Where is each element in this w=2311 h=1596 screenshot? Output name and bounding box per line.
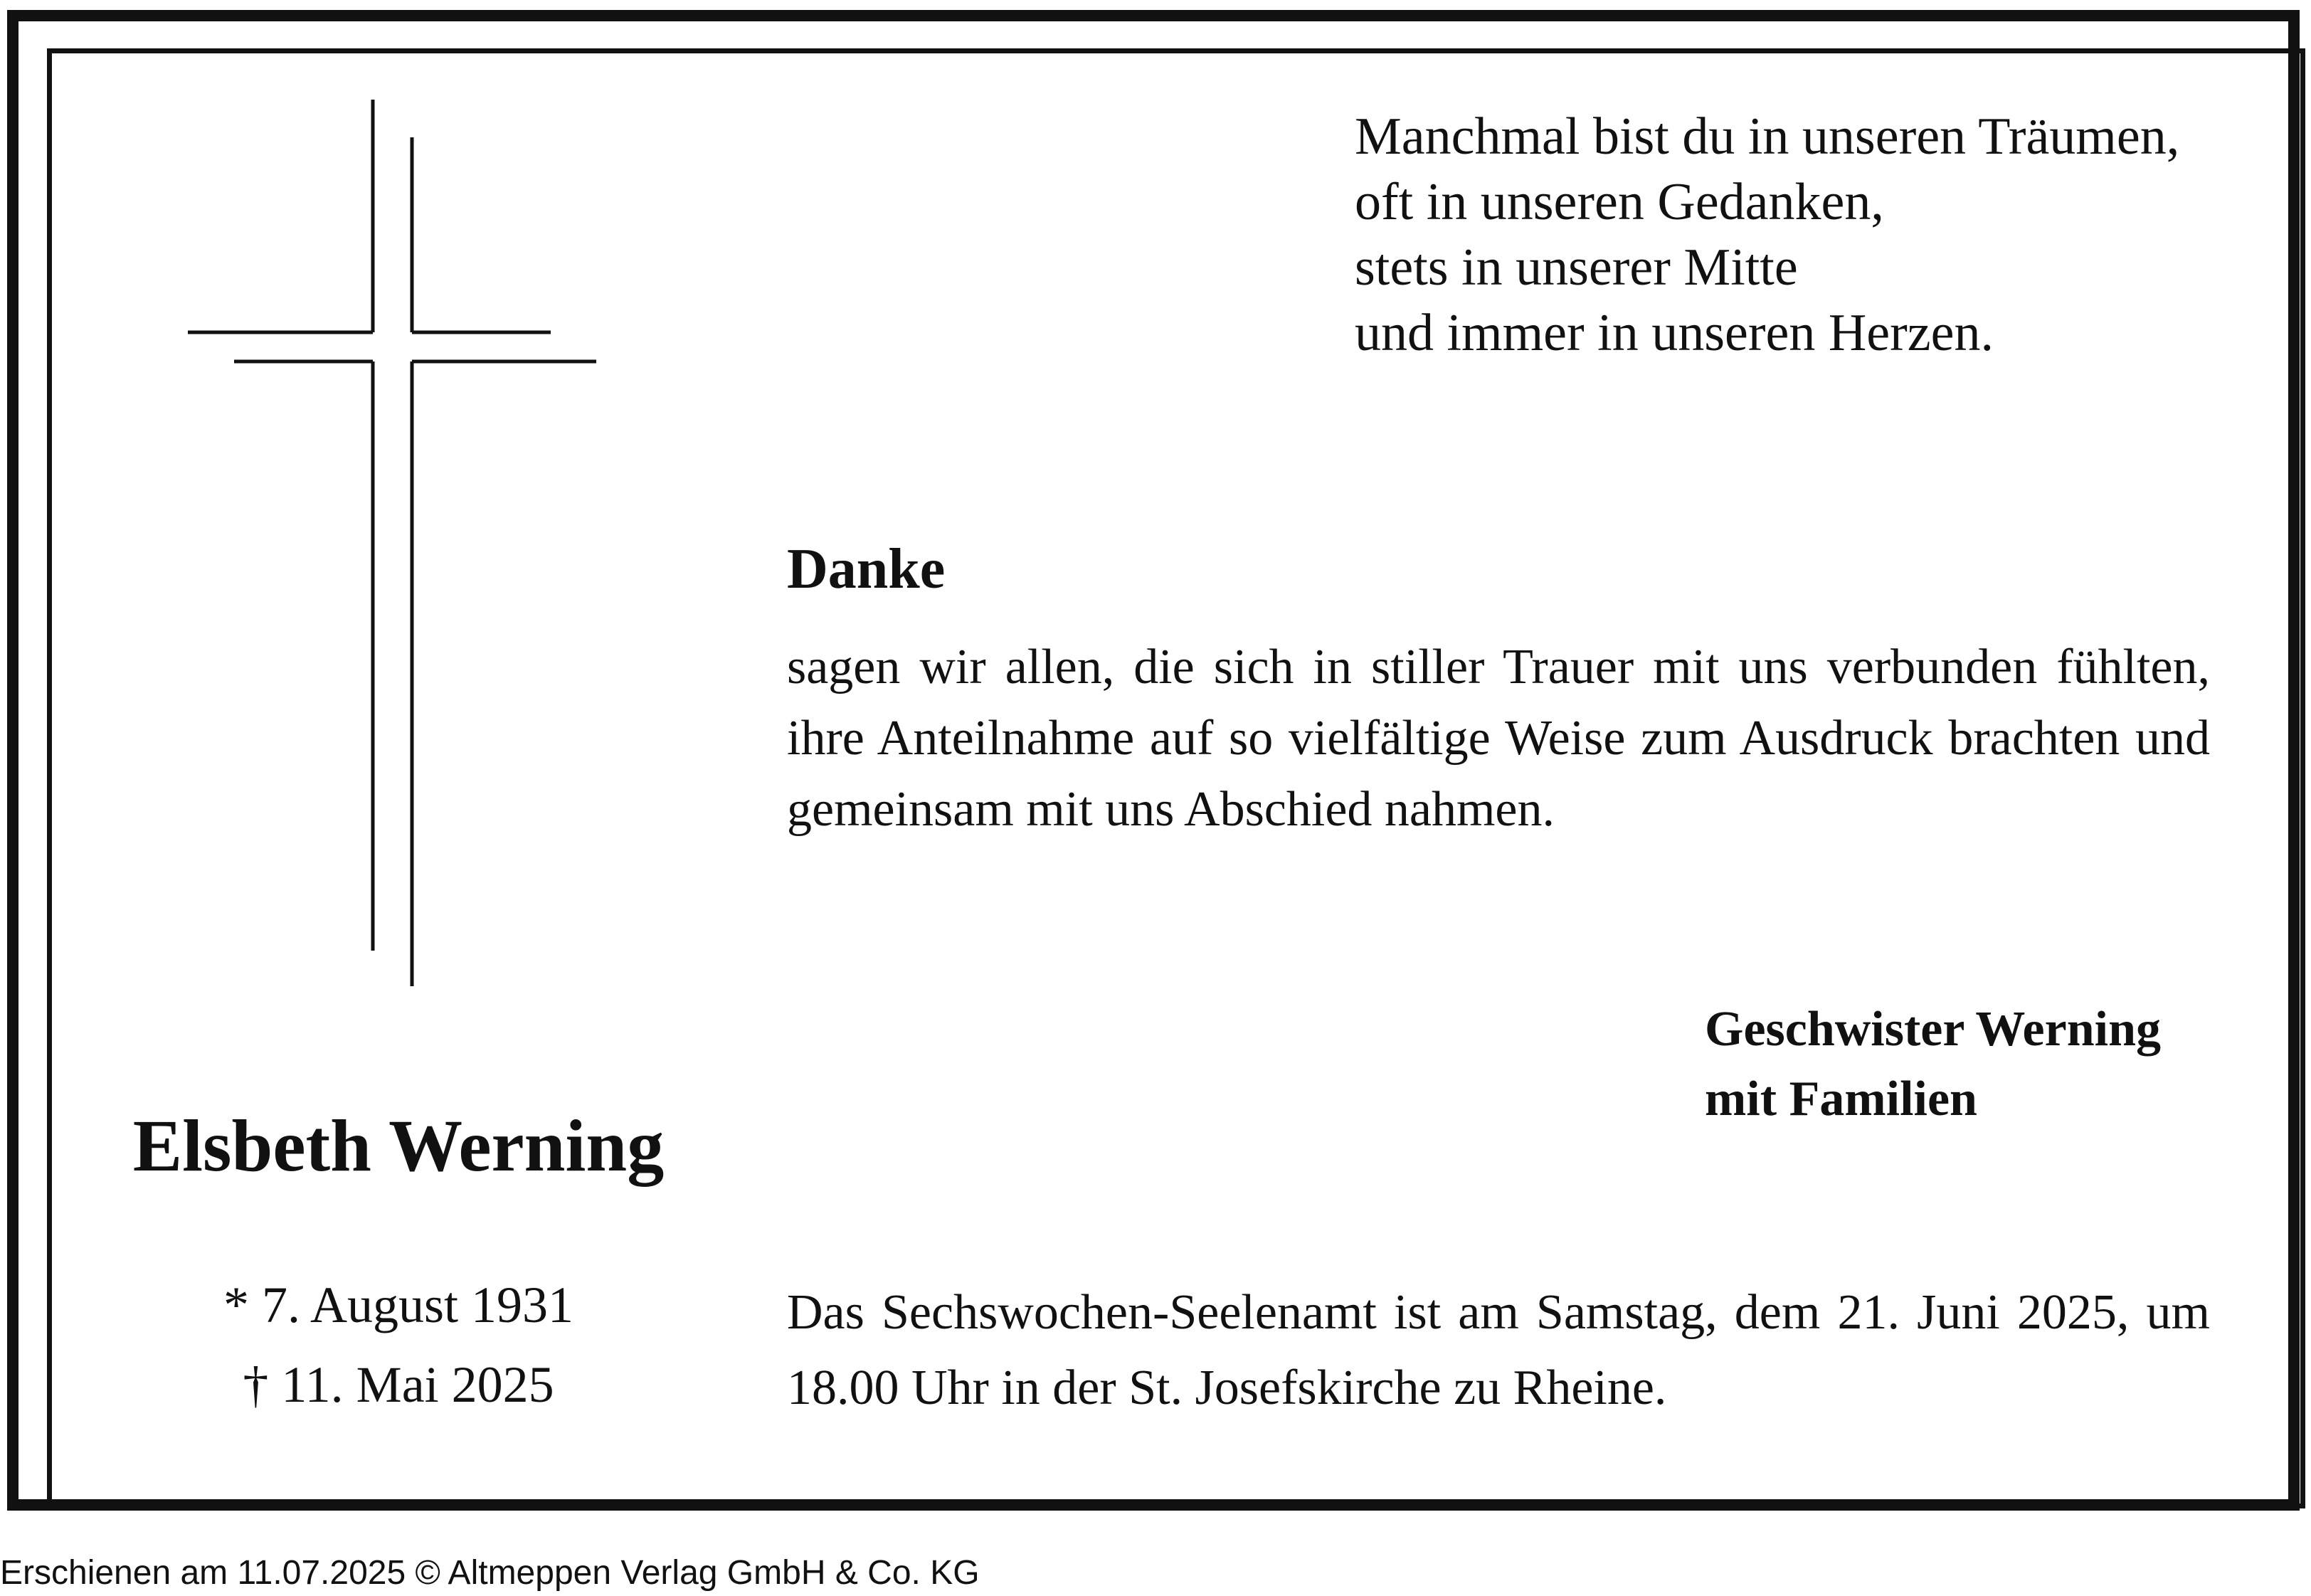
signature-line-2: mit Familien [1705,1072,1977,1126]
publication-footer: Erschienen am 11.07.2025 © Altmeppen Verlag GmbH & Co. KG [0,1554,980,1592]
requiem-notice: Das Sechswochen-Seelenamt ist am Samstag, dem 21. Juni 2025, um 18.00 Uhr in der St. Josefskirche zu Rheine. [787,1285,2210,1415]
cross-icon [185,100,605,989]
memorial-poem [1355,104,2244,366]
thanks-paragraph: sagen wir allen, die sich in stiller Trauer mit uns verbunden fühlten, ihre Anteilnahme auf so vielfältige Weise zum Ausdruck brachten und gemeinsam mit uns Abschied nahmen. [787,640,2210,837]
poem-line: und immer in unseren Herzen. [1355,304,1994,362]
birth-date: * 7. August 1931 [223,1277,574,1333]
life-dates [107,1265,690,1425]
poem-line: stets in unserer Mitte [1355,238,1798,297]
poem-line: oft in unseren Gedanken, [1355,173,1884,231]
signature-line-1: Geschwister Werning [1705,1002,2162,1057]
death-date: † 11. Mai 2025 [243,1356,554,1413]
deceased-name: Elsbeth Werning [132,1105,665,1187]
family-signature [1705,995,2246,1134]
poem-line: Manchmal bist du in unseren Träumen, [1355,107,2180,166]
thanks-heading: Danke [787,538,946,601]
